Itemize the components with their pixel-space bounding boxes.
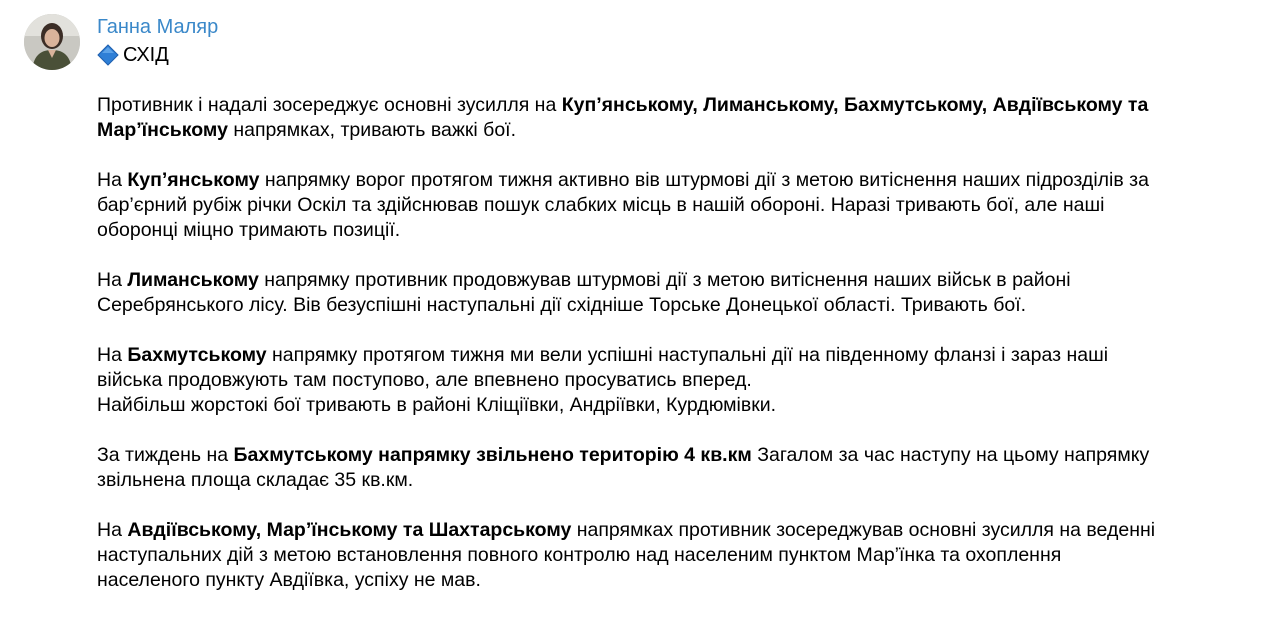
text-segment: На [97,344,128,366]
text-segment: напрямку протягом тижня ми вели успішні наступальні дії на південному фланзі і зараз наші війська продовжують там поступово, але впевнено просуватись вперед. [97,344,1109,391]
text-segment: Загалом за час наступу на цьому напрямку звільнена площа складає 35 кв.км. [97,444,1150,491]
text-segment: Найбільш жорстокі бої тривають в районі Кліщіївки, Андріївки, Курдюмівки. [97,394,777,416]
message-paragraph [97,168,1167,243]
text-segment: напрямку противник продовжував штурмові дії з метою витіснення наших військ в районі Серебрянського лісу. Вів безуспішні наступальні дії східніше Торське Донецької області. Тривають бої. [97,269,1071,316]
text-segment: напрямку ворог протягом тижня активно вів штурмові дії з метою витіснення наших підрозділів за бар’єрний рубіж річки Оскіл та здійснював пошук слабких місць в нашій обороні. Наразі тривають бої, але наші оборонці міцно тримають позиції. [97,169,1149,241]
text-segment: На [97,269,128,291]
avatar-photo [24,14,80,70]
bold-text: Куп’янському [127,169,260,191]
bold-text: Авдіївському, Мар’їнському та Шахтарському [127,519,572,541]
bold-text: Лиманському [127,269,259,291]
text-segment: За тиждень на [97,444,234,466]
text-segment: Противник і надалі зосереджує основні зусилля на [97,94,562,116]
message-body [97,93,1167,618]
channel-heading [97,43,169,67]
message-paragraph [97,443,1167,493]
author-name[interactable]: Ганна Маляр [97,16,219,38]
message-paragraph [97,268,1167,318]
message-paragraph [97,343,1167,418]
message-paragraph [97,518,1167,593]
text-segment: На [97,169,128,191]
channel-label: СХІД [123,44,169,66]
bold-text: Куп’янському, Лиманському, Бахмутському, Авдіївському та Мар’їнському [97,94,1149,141]
message-paragraph [97,93,1167,143]
text-segment: На [97,519,128,541]
text-segment: напрямках противник зосереджував основні зусилля на веденні наступальних дій з метою встановлення повного контролю над населеним пунктом Мар’їнка та охоплення населеного пункту Авдіївка, успіху не мав. [97,519,1156,591]
bold-text: Бахмутському напрямку звільнено територію 4 кв.км [233,444,752,466]
text-segment: напрямках, тривають важкі бої. [227,119,517,141]
bold-text: Бахмутському [127,344,267,366]
author-avatar[interactable] [24,14,80,70]
blue-diamond-icon [97,44,119,66]
